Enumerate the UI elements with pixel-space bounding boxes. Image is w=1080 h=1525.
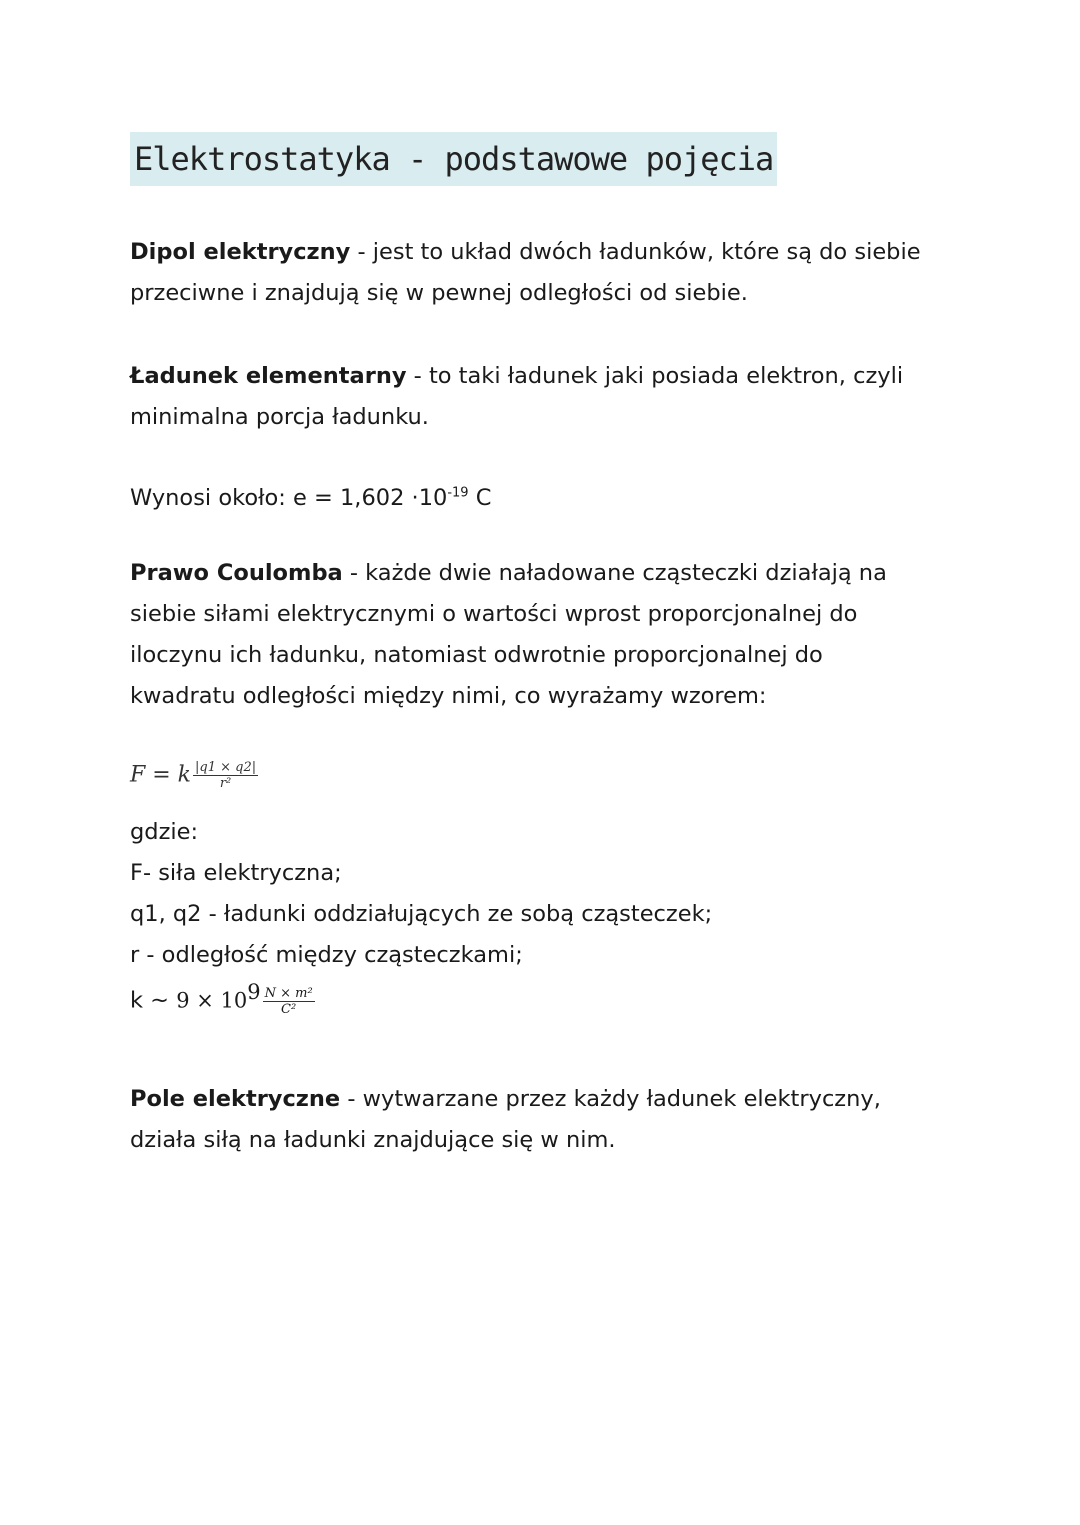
ladunek-text-2: minimalna porcja ładunku. xyxy=(130,404,429,430)
k-unit-fraction xyxy=(263,986,315,1017)
formula-denominator: r² xyxy=(219,776,232,791)
coulomb-line-4: kwadratu odległości między nimi, co wyrażamy wzorem: xyxy=(130,683,767,709)
gdzie-list xyxy=(130,812,970,976)
k-unit-denominator: C² xyxy=(281,1001,297,1017)
pole-definition xyxy=(130,1079,970,1161)
coulomb-term: Prawo Coulomba xyxy=(130,560,343,586)
k-constant xyxy=(130,980,315,1017)
elementary-charge-value xyxy=(130,478,970,519)
ladunek-term: Ładunek elementarny xyxy=(130,363,407,389)
wynosi-unit: C xyxy=(468,485,492,511)
gdzie-item: F- siła elektryczna; xyxy=(130,860,342,886)
k-exponent: 9 xyxy=(247,980,261,1004)
page-title: Elektrostatyka - podstawowe pojęcia xyxy=(130,132,777,186)
k-unit-numerator: N × m² xyxy=(264,985,313,1001)
dipol-text-1: - jest to układ dwóch ładunków, które są do siebie xyxy=(350,239,921,265)
formula-numerator: |q1 × q2| xyxy=(195,760,257,775)
dipol-text-2: przeciwne i znajdują się w pewnej odległości od siebie. xyxy=(130,280,748,306)
coulomb-law xyxy=(130,553,970,717)
coulomb-line-1: - każde dwie naładowane cząsteczki działają na xyxy=(342,560,887,586)
k-prefix: k ~ xyxy=(130,987,177,1014)
gdzie-label: gdzie: xyxy=(130,819,199,845)
k-value: 9 × 10 xyxy=(176,988,248,1013)
gdzie-item: r - odległość między cząsteczkami; xyxy=(130,942,523,968)
ladunek-definition xyxy=(130,356,970,438)
gdzie-item: q1, q2 - ładunki oddziałujących ze sobą cząsteczek; xyxy=(130,901,713,927)
coulomb-line-3: iloczynu ich ładunku, natomiast odwrotnie proporcjonalnej do xyxy=(130,642,823,668)
coulomb-line-2: siebie siłami elektrycznymi o wartości wprost proporcjonalnej do xyxy=(130,601,858,627)
dipol-definition xyxy=(130,232,970,314)
pole-text-1: - wytwarzane przez każdy ładunek elektryczny, xyxy=(340,1086,881,1112)
pole-term: Pole elektryczne xyxy=(130,1086,341,1112)
wynosi-text: Wynosi około: e = 1,602 ·10 xyxy=(130,485,448,511)
wynosi-exponent: -19 xyxy=(447,485,469,501)
dipol-term: Dipol elektryczny xyxy=(130,239,351,265)
ladunek-text-1: - to taki ładunek jaki posiada elektron, czyli xyxy=(406,363,904,389)
pole-text-2: działa siłą na ładunki znajdujące się w nim. xyxy=(130,1127,616,1153)
formula-lhs: F = k xyxy=(130,762,192,788)
formula-fraction xyxy=(193,760,258,791)
coulomb-formula xyxy=(130,760,258,791)
